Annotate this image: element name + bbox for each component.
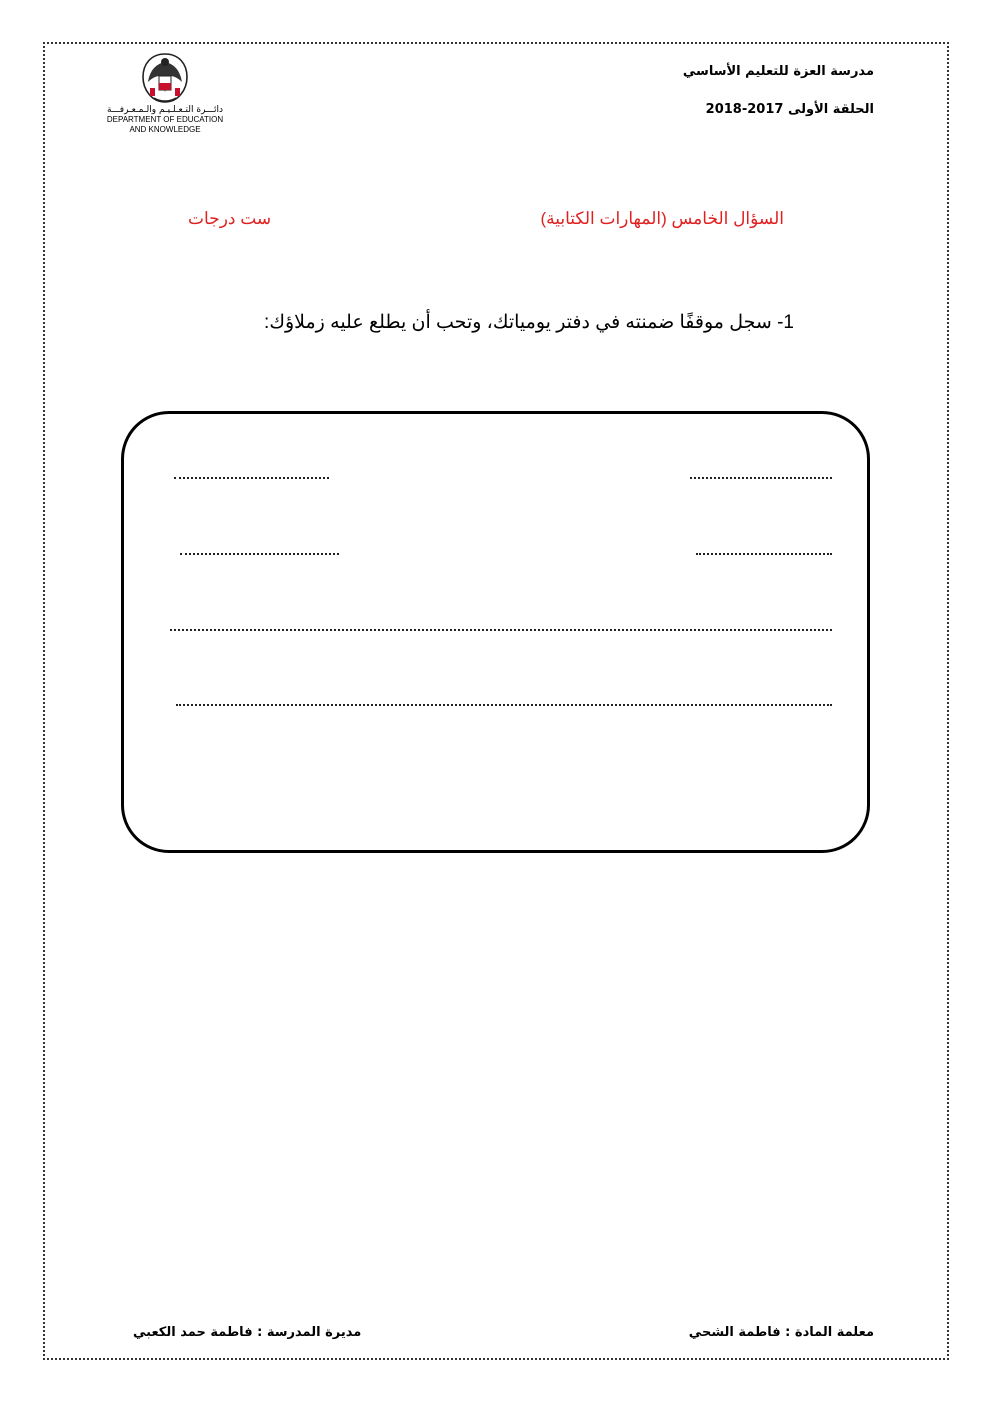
falcon-emblem-icon [140,52,190,104]
dotted-line-short-left-1[interactable] [174,477,329,479]
department-logo [90,52,240,156]
question-text: 1- سجل موقفًا ضمنته في دفتر يومياتك، وتحب أن يطلع عليه زملاؤك: [264,312,794,333]
logo-arabic-text: دائـــرة التـعـلـيـم والـمـعـرفـــة [107,105,223,115]
answer-box [121,411,870,853]
section-marks: ست درجات [188,209,272,228]
school-name: مدرسة العزة للتعليم الأساسي [682,64,874,79]
dotted-line-full-2[interactable] [176,704,832,706]
section-title: السؤال الخامس (المهارات الكتابية) [540,209,784,228]
dotted-line-short-right-1[interactable] [690,477,832,479]
dotted-line-short-left-2[interactable] [180,553,339,555]
principal-name: مديرة المدرسة : فاطمة حمد الكعبي [133,1325,362,1340]
cycle-year: الحلقة الأولى 2017-2018 [705,102,874,117]
dotted-line-short-right-2[interactable] [696,553,832,555]
teacher-name: معلمة المادة : فاطمة الشحي [688,1325,874,1340]
logo-english-line1: DEPARTMENT OF EDUCATION [106,115,224,124]
dotted-line-full-1[interactable] [170,629,832,631]
logo-english-line2: AND KNOWLEDGE [129,125,201,134]
